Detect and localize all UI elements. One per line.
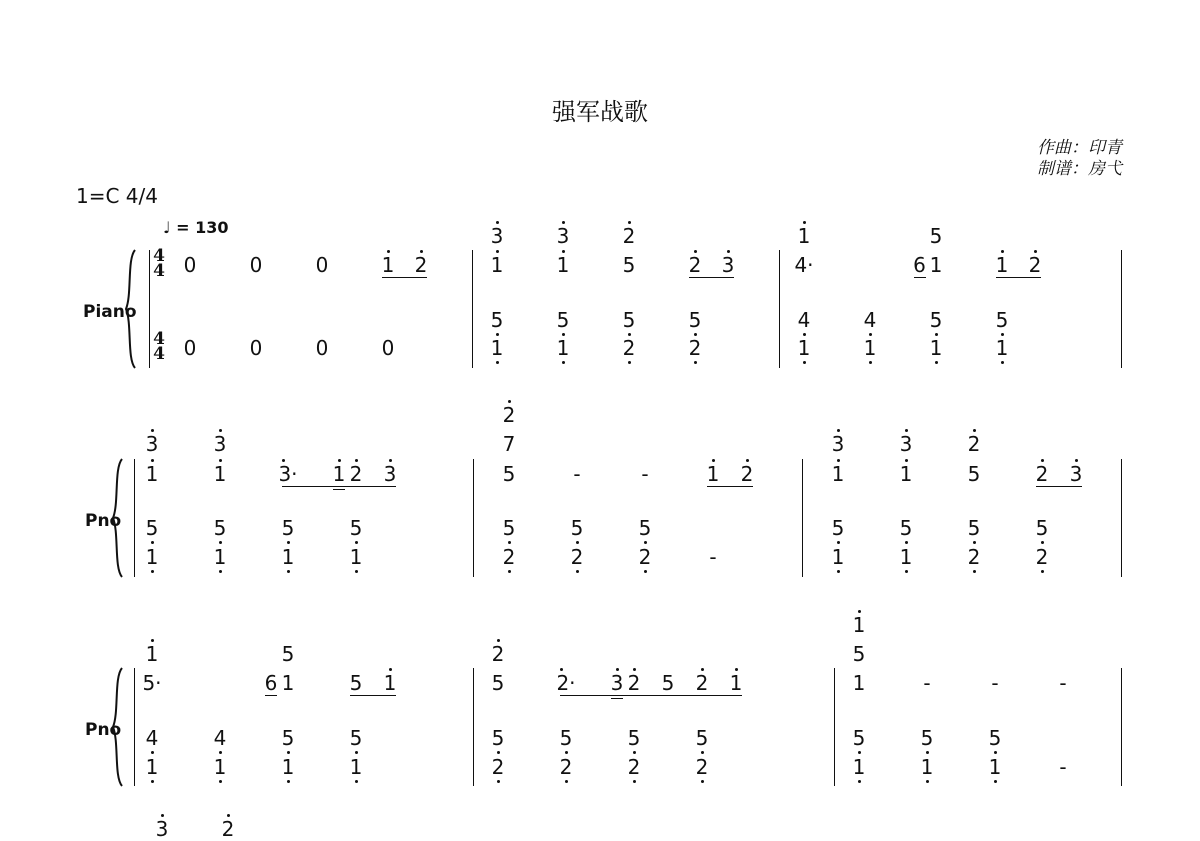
octave-down-dot	[562, 333, 565, 336]
note: 2	[491, 755, 505, 779]
eighth-beam	[707, 486, 753, 487]
octave-down-dot	[633, 751, 636, 754]
note: 1	[929, 336, 943, 360]
note: 1	[920, 755, 934, 779]
note: 2	[570, 545, 584, 569]
note: 5	[349, 671, 363, 695]
note: 5	[556, 308, 570, 332]
octave-down-dot	[496, 333, 499, 336]
note: 5	[281, 726, 295, 750]
octave-up-dot	[1075, 459, 1078, 462]
note: 5	[967, 462, 981, 486]
octave-down-dot	[994, 780, 997, 783]
octave-down-dot	[803, 361, 806, 364]
note: 1	[281, 545, 295, 569]
time-sig-denominator: 4	[153, 261, 165, 282]
octave-up-dot	[151, 429, 154, 432]
octave-up-dot	[219, 459, 222, 462]
note: 3	[213, 432, 227, 456]
note: 5	[852, 726, 866, 750]
octave-down-dot	[565, 751, 568, 754]
note: 1	[797, 224, 811, 248]
staff-brace-icon	[112, 668, 126, 786]
note: 3	[1069, 462, 1083, 486]
note: 1	[281, 755, 295, 779]
octave-up-dot	[219, 429, 222, 432]
note: 2	[1028, 253, 1042, 277]
octave-down-dot	[1001, 361, 1004, 364]
octave-up-dot	[387, 250, 390, 253]
octave-down-dot	[497, 751, 500, 754]
quarter-note-icon: ♩	[163, 218, 171, 237]
note: 3	[556, 224, 570, 248]
octave-down-dot	[973, 541, 976, 544]
note: 1	[556, 253, 570, 277]
eighth-beam	[282, 486, 396, 487]
octave-down-dot	[287, 541, 290, 544]
arranger-credit: 制谱：房弋	[1037, 159, 1122, 179]
octave-up-dot	[496, 221, 499, 224]
octave-down-dot	[562, 361, 565, 364]
note: 5	[688, 308, 702, 332]
note: 1	[145, 755, 159, 779]
octave-down-dot	[935, 333, 938, 336]
octave-up-dot	[227, 814, 230, 817]
note: 1	[852, 613, 866, 637]
octave-down-dot	[628, 333, 631, 336]
octave-down-dot	[1041, 541, 1044, 544]
key-signature: 1=C 4/4	[76, 184, 158, 208]
octave-up-dot	[560, 668, 563, 671]
note: 1	[899, 545, 913, 569]
note: 3	[899, 432, 913, 456]
eighth-beam	[996, 277, 1041, 278]
note: 1	[831, 462, 845, 486]
note: 5	[988, 726, 1002, 750]
octave-down-dot	[905, 541, 908, 544]
time-sig-denominator: 4	[153, 344, 165, 365]
octave-down-dot	[151, 570, 154, 573]
barline	[473, 668, 474, 786]
octave-up-dot	[973, 429, 976, 432]
note: 2	[695, 755, 709, 779]
octave-down-dot	[496, 361, 499, 364]
note: 5	[661, 671, 675, 695]
note: 5	[1035, 516, 1049, 540]
instrument-label: Pno	[85, 720, 122, 740]
note: 3	[383, 462, 397, 486]
eighth-beam	[914, 277, 926, 278]
note: 3	[145, 432, 159, 456]
note: 5	[570, 516, 584, 540]
octave-up-dot	[562, 221, 565, 224]
time-signature	[152, 246, 166, 282]
octave-down-dot	[355, 541, 358, 544]
octave-up-dot	[389, 459, 392, 462]
composer-credit: 作曲：印青	[1037, 138, 1122, 158]
note: 5	[491, 726, 505, 750]
octave-down-dot	[1001, 333, 1004, 336]
octave-up-dot	[338, 459, 341, 462]
octave-up-dot	[837, 429, 840, 432]
dash-sustain: -	[923, 671, 931, 695]
octave-down-dot	[628, 361, 631, 364]
note: 5	[929, 224, 943, 248]
note: 1	[706, 462, 720, 486]
octave-down-dot	[701, 780, 704, 783]
staff-brace-icon	[112, 459, 126, 577]
note: 1	[145, 545, 159, 569]
note: 1	[863, 336, 877, 360]
octave-up-dot	[562, 250, 565, 253]
octave-down-dot	[905, 570, 908, 573]
note: 1	[332, 462, 346, 486]
octave-down-dot	[565, 780, 568, 783]
octave-down-dot	[355, 751, 358, 754]
octave-down-dot	[508, 541, 511, 544]
note: 1	[490, 336, 504, 360]
octave-down-dot	[151, 541, 154, 544]
octave-down-dot	[219, 751, 222, 754]
note: 5	[920, 726, 934, 750]
note: 4	[863, 308, 877, 332]
note: 2	[1035, 545, 1049, 569]
note: 0	[183, 253, 197, 277]
time-sig-numerator: 4	[153, 329, 165, 349]
octave-up-dot	[803, 221, 806, 224]
note: 1	[213, 462, 227, 486]
eighth-beam	[1036, 486, 1082, 487]
instrument-label: Pno	[85, 511, 122, 531]
octave-down-dot	[1041, 570, 1044, 573]
octave-down-dot	[287, 570, 290, 573]
octave-down-dot	[576, 570, 579, 573]
eighth-beam	[382, 277, 427, 278]
staff-brace-icon	[125, 250, 139, 368]
dash-sustain: -	[573, 462, 581, 486]
note: 5	[831, 516, 845, 540]
note: 5	[491, 671, 505, 695]
note: 2	[622, 336, 636, 360]
note: 7	[502, 432, 516, 456]
note: 5	[929, 308, 943, 332]
note: 5	[349, 726, 363, 750]
note: 2	[349, 462, 363, 486]
note: 5	[967, 516, 981, 540]
note: 3	[610, 671, 624, 695]
octave-down-dot	[219, 570, 222, 573]
note: 1	[831, 545, 845, 569]
note: 2	[688, 253, 702, 277]
time-sig-numerator: 4	[153, 246, 165, 266]
note: 0	[249, 336, 263, 360]
note: 2	[627, 671, 641, 695]
octave-down-dot	[644, 570, 647, 573]
barline	[802, 459, 803, 577]
note: 1	[899, 462, 913, 486]
octave-down-dot	[497, 780, 500, 783]
note: 2	[638, 545, 652, 569]
note: 1	[556, 336, 570, 360]
barline	[473, 459, 474, 577]
note: 3	[831, 432, 845, 456]
octave-down-dot	[869, 333, 872, 336]
octave-down-dot	[219, 780, 222, 783]
note: 0	[381, 336, 395, 360]
note: 1	[281, 671, 295, 695]
octave-up-dot	[1041, 459, 1044, 462]
octave-down-dot	[935, 361, 938, 364]
note: 1	[995, 336, 1009, 360]
instrument-label: Piano	[83, 302, 137, 322]
eighth-beam	[560, 695, 742, 696]
note: 5	[490, 308, 504, 332]
note: 1	[213, 545, 227, 569]
note: 1	[852, 671, 866, 695]
note: 1	[381, 253, 395, 277]
note: 5	[281, 516, 295, 540]
octave-up-dot	[1001, 250, 1004, 253]
octave-up-dot	[905, 459, 908, 462]
octave-down-dot	[287, 751, 290, 754]
note: 1	[490, 253, 504, 277]
note: 0	[315, 253, 329, 277]
note: 3·	[278, 462, 298, 486]
note: 6	[264, 671, 278, 695]
note: 4	[145, 726, 159, 750]
octave-down-dot	[837, 541, 840, 544]
octave-down-dot	[151, 751, 154, 754]
note: 5	[695, 726, 709, 750]
note: 2	[967, 545, 981, 569]
note: 1	[929, 253, 943, 277]
octave-up-dot	[389, 668, 392, 671]
note: 4	[213, 726, 227, 750]
note: 0	[315, 336, 329, 360]
note: 2	[414, 253, 428, 277]
note: 1	[349, 755, 363, 779]
note: 5	[622, 253, 636, 277]
note: 5	[502, 462, 516, 486]
barline	[1121, 250, 1122, 368]
note: 5	[213, 516, 227, 540]
octave-up-dot	[746, 459, 749, 462]
barline	[149, 250, 150, 368]
note: 2	[967, 432, 981, 456]
barline	[834, 668, 835, 786]
eighth-beam	[689, 277, 734, 278]
note: 2	[695, 671, 709, 695]
note: 2	[491, 642, 505, 666]
note: 5	[899, 516, 913, 540]
note: 3	[490, 224, 504, 248]
note: 4	[797, 308, 811, 332]
barline	[779, 250, 780, 368]
octave-down-dot	[287, 780, 290, 783]
octave-down-dot	[694, 361, 697, 364]
note: 2	[740, 462, 754, 486]
note: 3	[721, 253, 735, 277]
octave-down-dot	[869, 361, 872, 364]
octave-up-dot	[727, 250, 730, 253]
note: 1	[995, 253, 1009, 277]
note: 1	[349, 545, 363, 569]
note: 1	[729, 671, 743, 695]
note: 6	[913, 253, 926, 277]
dash-sustain: -	[641, 462, 649, 486]
note: 5	[145, 516, 159, 540]
eighth-beam	[350, 695, 396, 696]
octave-down-dot	[994, 751, 997, 754]
octave-up-dot	[508, 400, 511, 403]
octave-down-dot	[837, 570, 840, 573]
note: 1	[383, 671, 397, 695]
eighth-beam	[265, 695, 277, 696]
tempo-value: = 130	[176, 218, 229, 237]
octave-up-dot	[735, 668, 738, 671]
note: 5	[852, 642, 866, 666]
octave-up-dot	[497, 639, 500, 642]
note: 5	[622, 308, 636, 332]
note: 2	[688, 336, 702, 360]
octave-down-dot	[576, 541, 579, 544]
octave-up-dot	[633, 668, 636, 671]
note: 4·	[794, 253, 814, 277]
octave-down-dot	[926, 751, 929, 754]
octave-up-dot	[151, 639, 154, 642]
note: 1	[797, 336, 811, 360]
note: 2	[559, 755, 573, 779]
octave-down-dot	[803, 333, 806, 336]
dash-sustain: -	[709, 545, 717, 569]
octave-down-dot	[973, 570, 976, 573]
note: 1	[145, 462, 159, 486]
octave-up-dot	[616, 668, 619, 671]
dash-sustain: -	[1059, 671, 1067, 695]
octave-up-dot	[701, 668, 704, 671]
sixteenth-beam	[611, 698, 623, 699]
octave-down-dot	[644, 541, 647, 544]
note: 5	[502, 516, 516, 540]
octave-up-dot	[858, 610, 861, 613]
note: 0	[183, 336, 197, 360]
octave-up-dot	[694, 250, 697, 253]
octave-down-dot	[858, 751, 861, 754]
note: 5·	[142, 671, 162, 695]
octave-down-dot	[926, 780, 929, 783]
tempo-marking	[163, 218, 229, 237]
note: 2·	[556, 671, 576, 695]
note: 5	[349, 516, 363, 540]
octave-down-dot	[219, 541, 222, 544]
time-signature	[152, 329, 166, 365]
note: 1	[145, 642, 159, 666]
note: 2	[221, 817, 235, 841]
note: 1	[213, 755, 227, 779]
note: 2	[502, 545, 516, 569]
octave-up-dot	[496, 250, 499, 253]
note: 5	[559, 726, 573, 750]
octave-down-dot	[151, 780, 154, 783]
octave-up-dot	[420, 250, 423, 253]
octave-up-dot	[1034, 250, 1037, 253]
sixteenth-beam	[333, 489, 345, 490]
barline	[1121, 459, 1122, 577]
octave-up-dot	[355, 459, 358, 462]
note: 5	[995, 308, 1009, 332]
octave-up-dot	[282, 459, 285, 462]
octave-down-dot	[858, 780, 861, 783]
note: 5	[627, 726, 641, 750]
dash-sustain: -	[1059, 755, 1067, 779]
note: 5	[281, 642, 295, 666]
octave-up-dot	[837, 459, 840, 462]
dash-sustain: -	[991, 671, 999, 695]
barline	[134, 459, 135, 577]
note: 1	[852, 755, 866, 779]
barline	[134, 668, 135, 786]
octave-up-dot	[151, 459, 154, 462]
octave-down-dot	[508, 570, 511, 573]
note: 3	[155, 817, 169, 841]
octave-up-dot	[161, 814, 164, 817]
score-title: 强军战歌	[552, 98, 648, 126]
octave-down-dot	[355, 570, 358, 573]
octave-down-dot	[701, 751, 704, 754]
octave-up-dot	[905, 429, 908, 432]
octave-down-dot	[355, 780, 358, 783]
octave-up-dot	[712, 459, 715, 462]
octave-up-dot	[628, 221, 631, 224]
note: 2	[1035, 462, 1049, 486]
octave-down-dot	[633, 780, 636, 783]
note: 2	[622, 224, 636, 248]
barline	[472, 250, 473, 368]
octave-down-dot	[694, 333, 697, 336]
note: 0	[249, 253, 263, 277]
note: 2	[502, 403, 516, 427]
barline	[1121, 668, 1122, 786]
note: 5	[638, 516, 652, 540]
note: 1	[988, 755, 1002, 779]
note: 2	[627, 755, 641, 779]
